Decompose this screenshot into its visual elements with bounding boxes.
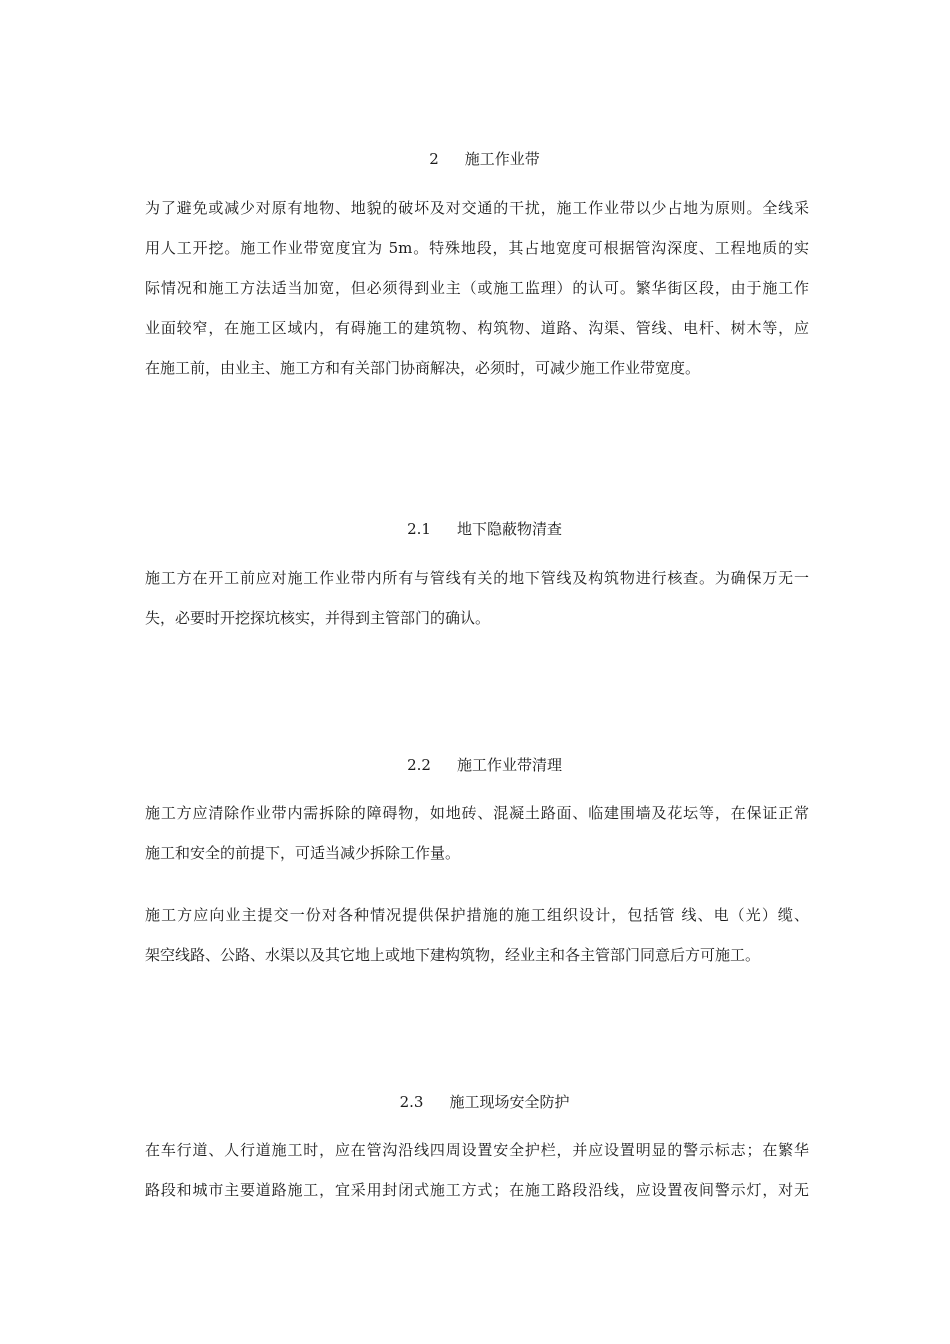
- paragraph-line: 路段和城市主要道路施工，宜采用封闭式施工方式；在施工路段沿线，应设置夜间警示灯，对无: [145, 1181, 809, 1199]
- paragraph-line: 为了避免或减少对原有地物、地貌的破坏及对交通的干扰，施工作业带以少占地为原则。全线采: [145, 199, 809, 217]
- section-title: 施工作业带: [464, 150, 540, 168]
- section-heading-2-1: [0, 499, 950, 559]
- paragraph-line: 施工方应清除作业带内需拆除的障碍物，如地砖、混凝土路面、临建围墙及花坛等，在保证正常: [145, 804, 809, 822]
- paragraph: [145, 895, 809, 975]
- paragraph: [145, 558, 809, 638]
- paragraph: [145, 1130, 809, 1210]
- section-number: 2.2: [407, 756, 431, 774]
- paragraph-line: 施工和安全的前提下，可适当减少拆除工作量。: [145, 844, 461, 862]
- paragraph-line: 际情况和施工方法适当加宽，但必须得到业主（或施工监理）的认可。繁华街区段，由于施工作: [145, 279, 809, 297]
- paragraph-line: 施工方在开工前应对施工作业带内所有与管线有关的地下管线及构筑物进行核查。为确保万无一: [145, 569, 809, 587]
- section-title: 施工作业带清理: [456, 756, 562, 774]
- paragraph-line: 用人工开挖。施工作业带宽度宜为 5m。特殊地段，其占地宽度可根据管沟深度、工程地质的实: [145, 239, 809, 257]
- paragraph: [145, 793, 809, 873]
- paragraph: [145, 188, 809, 388]
- section-heading-2-3: [0, 1072, 950, 1132]
- paragraph-line: 施工方应向业主提交一份对各种情况提供保护措施的施工组织设计，包括管 线、电（光）缆、: [145, 906, 809, 924]
- paragraph-line: 失，必要时开挖探坑核实，并得到主管部门的确认。: [145, 609, 491, 627]
- paragraph-line: 业面较窄，在施工区域内，有碍施工的建筑物、构筑物、道路、沟渠、管线、电杆、树木等，应: [145, 319, 809, 337]
- section-heading-2: [0, 129, 950, 189]
- section-title: 地下隐蔽物清查: [456, 520, 562, 538]
- section-number: 2.1: [407, 520, 431, 538]
- paragraph-line: 架空线路、公路、水渠以及其它地上或地下建构筑物，经业主和各主管部门同意后方可施工。: [145, 946, 761, 964]
- section-title: 施工现场安全防护: [449, 1093, 570, 1111]
- section-number: 2: [429, 150, 439, 168]
- section-heading-2-2: [0, 735, 950, 795]
- paragraph-line: 在车行道、人行道施工时，应在管沟沿线四周设置安全护栏，并应设置明显的警示标志；在繁华: [145, 1141, 809, 1159]
- section-number: 2.3: [399, 1093, 424, 1111]
- paragraph-line: 在施工前，由业主、施工方和有关部门协商解决，必须时，可减少施工作业带宽度。: [145, 359, 701, 377]
